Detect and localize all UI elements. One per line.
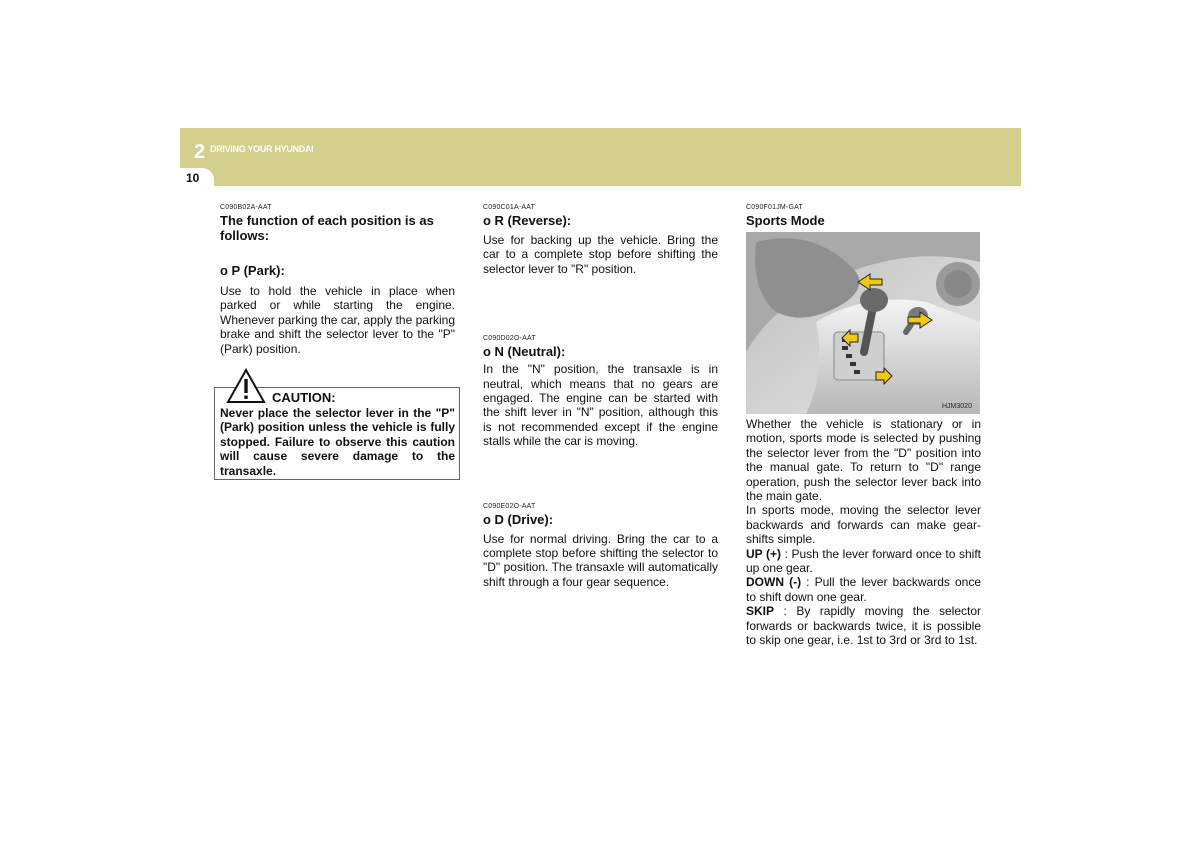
caution-title: CAUTION:	[272, 390, 336, 405]
warning-triangle-icon	[226, 368, 266, 404]
page-number: 10	[186, 171, 200, 185]
reverse-code: C090C01A-AAT	[483, 204, 536, 211]
park-heading: o P (Park):	[220, 263, 285, 278]
sports-mode-para2: In sports mode, moving the selector lever backwards and forwards can make gear-shifts simple.	[746, 503, 981, 547]
image-label: HJM3020	[942, 403, 972, 410]
neutral-code: C090D02O-AAT	[483, 335, 536, 343]
park-text: Use to hold the vehicle in place when parked or while starting the engine. Whenever parking the car, apply the parking brake and shift the selector lever to the "P" (Park) position.	[220, 284, 455, 356]
drive-heading: o D (Drive):	[483, 511, 554, 527]
up-label: UP (+)	[746, 546, 782, 561]
neutral-heading: o N (Neutral):	[483, 344, 566, 360]
sports-mode-para1: Whether the vehicle is stationary or in motion, sports mode is selected by pushing the selector lever from the "D" position into the manual gate. To return to "D" range operation, push the selector lever back into the main gate.	[746, 417, 981, 504]
skip-text: : By rapidly moving the selector forwards or backwards twice, it is possible to skip one gear, i.e. 1st to 3rd or 3rd to 1st.	[746, 604, 981, 648]
sports-mode-code: C090F01JM-GAT	[746, 204, 803, 211]
up-item	[746, 547, 981, 576]
skip-label: SKIP	[746, 604, 775, 619]
sports-mode-body	[746, 417, 981, 648]
reverse-heading: o R (Reverse):	[483, 213, 572, 228]
down-text: : Pull the lever backwards once to shift down one gear.	[746, 575, 981, 604]
drive-code: C090E02O-AAT	[483, 502, 536, 510]
caution-text: Never place the selector lever in the "P" (Park) position unless the vehicle is fully stopped. Failure to observe this caution will cause severe damage to the transaxle.	[220, 406, 455, 478]
sports-mode-heading: Sports Mode	[746, 213, 825, 228]
column-1	[220, 203, 455, 356]
reverse-text: Use for backing up the vehicle. Bring the car to a complete stop before shifting the selector lever to "R" position.	[483, 233, 718, 276]
gear-selector-photo	[746, 232, 980, 414]
neutral-text: In the "N" position, the transaxle is in neutral, which means that no gears are engaged. The engine can be started with the shift lever in "N" position, although this is not recommended except if the engine stalls while the car is moving.	[483, 362, 718, 449]
chapter-number: 2	[194, 141, 206, 163]
section-code: C090B02A-AAT	[220, 204, 272, 211]
down-item	[746, 575, 981, 604]
column-2	[483, 203, 718, 589]
column-3	[746, 203, 981, 228]
down-label: DOWN (-)	[746, 575, 802, 590]
section-heading: The function of each position is as follows:	[220, 213, 434, 243]
up-text: : Push the lever forward once to shift up one gear.	[746, 546, 981, 576]
skip-item	[746, 604, 981, 647]
drive-text: Use for normal driving. Bring the car to a complete stop before shifting the selector to "D" position. The transaxle will automatically shift through a four gear sequence.	[483, 531, 718, 589]
header-band	[180, 128, 1021, 186]
chapter-title: DRIVING YOUR HYUNDAI	[210, 144, 314, 154]
